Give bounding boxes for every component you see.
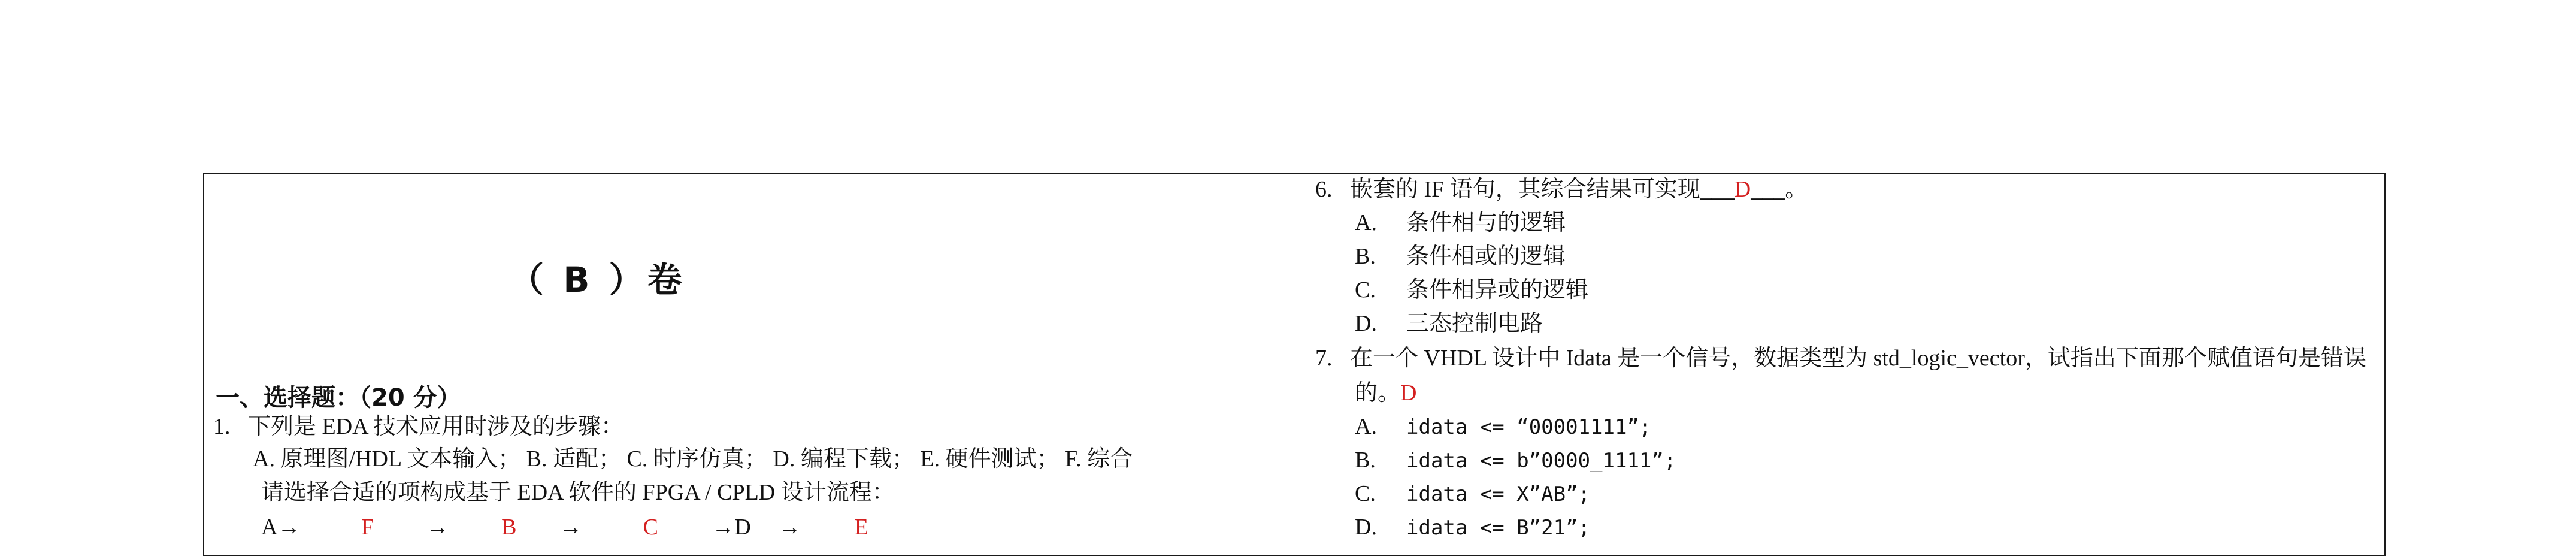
option-label: A. [1355, 414, 1377, 439]
flow-arrow: → [778, 515, 801, 540]
question-text: 的。 [1355, 380, 1401, 406]
question-6-option-c [1355, 277, 1588, 303]
option-label: B. [1355, 244, 1376, 269]
question-number: 1. [213, 414, 231, 439]
flow-answer-4: E [854, 515, 868, 540]
question-1-instruction: 请选择合适的项构成基于 EDA 软件的 FPGA / CPLD 设计流程： [261, 480, 895, 505]
question-1-stem [213, 413, 623, 440]
question-number: 7. [1315, 346, 1333, 371]
option-label: C. [1355, 277, 1376, 303]
question-text: 下列是 EDA 技术应用时涉及的步骤： [248, 414, 624, 439]
answer-blank-right: ___ [1751, 177, 1785, 202]
question-7-stem-cont [1355, 380, 1416, 406]
exam-title: （ B ）卷 [509, 259, 686, 300]
question-6-option-d [1355, 310, 1543, 337]
option-label: D. [1355, 515, 1377, 540]
flow-arrow: → [426, 515, 449, 540]
option-label: D. [1355, 311, 1377, 336]
question-7-option-d [1355, 514, 1590, 541]
option-text: 条件相异或的逻辑 [1406, 277, 1589, 303]
question-text: 在一个 VHDL 设计中 Idata 是一个信号，数据类型为 std_logic_vector，试指出下面那个赋值语句是错误 [1350, 346, 2366, 371]
flow-arrow: → [559, 515, 582, 540]
answer-blank-left: ___ [1700, 177, 1735, 202]
flow-fixed-d: D [734, 515, 751, 540]
flow-answer-3: C [643, 515, 658, 540]
question-7-option-b [1355, 447, 1676, 474]
option-text: 三态控制电路 [1406, 311, 1543, 336]
question-number: 6. [1315, 177, 1333, 202]
answer-text: D [1734, 177, 1751, 202]
option-text: 条件相或的逻辑 [1406, 244, 1566, 269]
question-7-option-c [1355, 481, 1590, 507]
option-code: idata <= “00001111”; [1406, 415, 1652, 439]
question-6-option-a [1355, 210, 1566, 236]
option-text: 条件相与的逻辑 [1406, 210, 1566, 235]
question-text-end: 。 [1785, 177, 1808, 202]
option-code: idata <= b”0000_1111”; [1406, 449, 1676, 473]
flow-answer-2: B [501, 515, 517, 540]
option-label: B. [1355, 448, 1376, 473]
flow-start: A [261, 515, 278, 540]
question-6-stem [1315, 176, 1808, 203]
question-7-stem [1315, 345, 2366, 371]
answer-text: D [1400, 380, 1417, 406]
flow-arrow: → [277, 515, 301, 540]
option-code: idata <= B”21”; [1406, 516, 1591, 540]
question-7-option-a [1355, 413, 1651, 440]
question-6-option-b [1355, 243, 1566, 270]
option-label: A. [1355, 210, 1377, 235]
question-1-flow [261, 514, 868, 540]
flow-arrow: → [712, 515, 735, 540]
option-code: idata <= X”AB”; [1406, 482, 1591, 506]
section-heading-choice: 一、选择题：（20 分） [216, 384, 461, 412]
flow-answer-1: F [361, 515, 374, 540]
option-label: C. [1355, 481, 1376, 506]
question-text: 嵌套的 IF 语句，其综合结果可实现 [1350, 177, 1700, 202]
question-1-options: A. 原理图/HDL 文本输入； B. 适配； C. 时序仿真； D. 编程下载； E. 硬件测试； F. 综合 [253, 446, 1133, 472]
